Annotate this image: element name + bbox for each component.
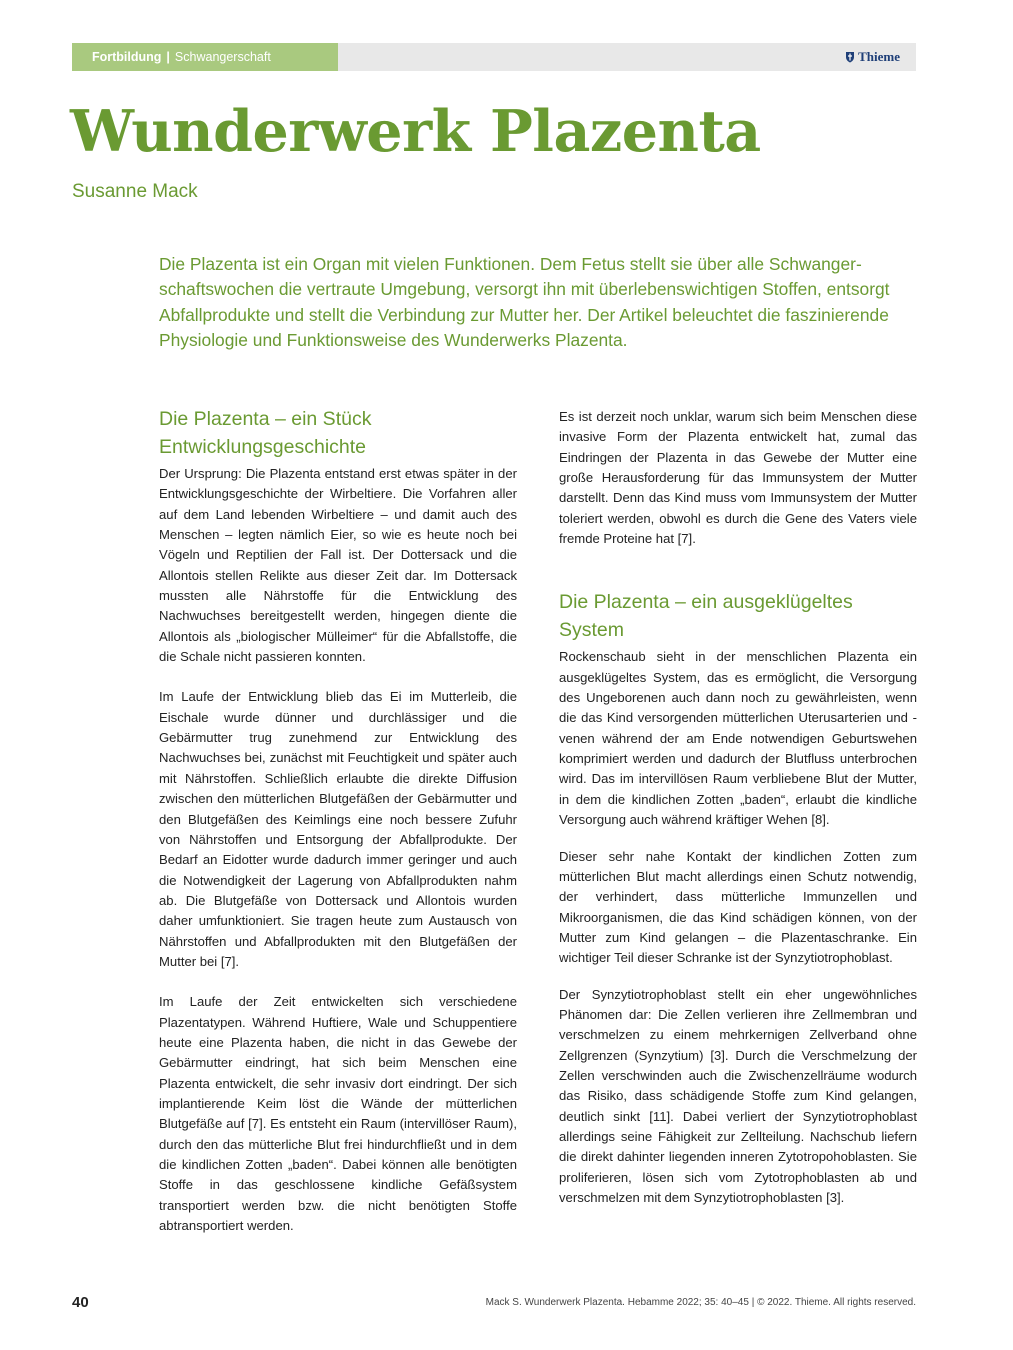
section-name: Fortbildung <box>92 50 162 64</box>
article-abstract: Die Plazenta ist ein Organ mit vielen Funktionen. Dem Fetus stellt sie über alle Schwangerschaftswochen die vertraute Umgebung, versorgt ihn mit überlebenswichtigen Stoffen, entsorgt Abfallprodukte und stellt die Verbindung zur Mutter her. Der Artikel beleuchtet die faszinierende Physiologie und Funktionsweise des Wunderwerks Plazenta. <box>159 254 890 350</box>
section-heading-system: Die Plazenta – ein ausgeklügeltes System <box>559 591 853 641</box>
body-paragraph: Im Laufe der Zeit entwickelten sich verschiedene Plazentatypen. Während Huftiere, Wale und Schuppentiere heute eine Plazenta haben, die nicht in das Gewebe der Gebärmutter eindringt, hat sich beim Menschen eine Plazenta entwickelt, die sehr invasiv dort eindringt. Der sich implantierende Keim löst die Wände der mütterlichen Blutgefäße auf [7]. Es entsteht ein Raum (intervillöser Raum), durch den das mütterliche Blut frei hindurchfließt und in dem die kindlichen Zotten „baden“. Dabei können alle benötigten Stoffe in das geschlossene kindliche Gefäßsystem transportiert werden bzw. die nicht benötigten Stoffe abtransportiert werden. <box>159 994 517 1234</box>
left-column <box>159 406 517 1236</box>
body-paragraph: Der Synzytiotrophoblast stellt ein eher ungewöhnliches Phänomen dar: Die Zellen verlieren ihre Zellmembran und verschmelzen zu einem mehrkernigen Zellverband ohne Zellgrenzen (Synzytium) [3]. Durch die Verschmelzung der Zellen verschwinden auch die Zwischenzellräume wodurch das Risiko, dass schädigende Stoffe zum Kind gelangen, deutlich sinkt [11]. Dabei verliert der Synzytiotrophoblast allerdings seine Fähigkeit zur Zellteilung. Nachschub liefern die direkt dahinter liegenden inneren Zytotropohoblasten. Sie proliferieren, lösen sich vom Zytotrophoblasten ab und verschmelzen mit dem Synzytiotrophoblasten [3]. <box>559 986 917 1205</box>
journal-header-bar <box>72 43 916 71</box>
subsection-name: Schwangerschaft <box>174 50 271 64</box>
body-paragraph: Der Ursprung: Die Plazenta entstand erst etwas später in der Entwicklungsgeschichte der Wirbeltiere. Die Vorfahren aller auf dem Land lebenden Wirbeltiere – und damit auch des Menschen – legten nämlich Eier, so wie es heute noch bei Vögeln und Reptilien der Fall ist. Der Dottersack und die Allontois stellen Relikte aus dieser Zeit dar. Im Dottersack mussten alle Nährstoffe für die Entwicklung des Nachwuchses bereitgestellt werden, hingegen diente die Allontois als „biologischer Mülleimer“ für die Abfallstoffe, die die Schale nicht passieren konnten. <box>159 466 517 665</box>
article-author: Susanne Mack <box>72 181 198 202</box>
body-paragraph: Im Laufe der Entwicklung blieb das Ei im Mutterleib, die Eischale wurde dünner und durchlässiger und die Gebärmutter trug zunehmend zur Entwicklung des Nachwuchses bei, zunächst mit Feuchtigkeit und später auch mit Nährstoffen. Schließlich erlaubte die direkte Diffusion zwischen den mütterlichen Blutgefäßen der Gebärmutter und den Blutgefäßen des Keimlings eine noch bessere Zufuhr von Nährstoffen und Entsorgung der Abfallprodukte. Der Bedarf an Eidotter wurde dadurch immer geringer und auch die Notwendigkeit der Lagerung von Abfallprodukten nahm ab. Die Blutgefäße von Dottersack und Allontois wurden daher umfunktioniert. Sie tragen heute zum Austausch von Nährstoffen und Abfallprodukten mit den Blutgefäßen der Mutter bei [7]. <box>159 689 517 969</box>
section-label <box>72 43 338 71</box>
body-paragraph: Es ist derzeit noch unklar, warum sich beim Menschen diese invasive Form der Plazenta entwickelt hat, zumal das Eindringen der Plazenta in das Gewebe der Mutter eine große Herausforderung für das Immunsystem der Mutter darstellt. Denn das Kind muss vom Immunsystem der Mutter toleriert werden, obwohl es durch die Gene des Vaters viele fremde Proteine hat [7]. <box>559 409 917 547</box>
thieme-shield-icon <box>845 51 855 63</box>
body-paragraph: Rockenschaub sieht in der menschlichen Plazenta ein ausgeklügeltes System, das es ermöglicht, die Versorgung des Ungeborenen auch dann noch zu gewährleisten, wenn die das Kind versorgenden mütterlichen Uterusarterien und -venen während der am Ende notwendigen Geburtswehen komprimiert werden und dadurch der Blutfluss unterbrochen wird. Das im intervillösen Raum verbliebene Blut der Mutter, in dem die kindlichen Zotten „baden“, erlaubt die kindliche Versorgung auch während kräftiger Wehen [8]. <box>559 649 917 828</box>
article-title: Wunderwerk Plazenta <box>70 98 761 165</box>
publisher-name: Thieme <box>858 49 900 64</box>
section-separator: | <box>166 50 170 64</box>
section-heading-history: Die Plazenta – ein Stück Entwicklungsgeschichte <box>159 408 372 458</box>
right-column <box>559 406 917 1208</box>
body-paragraph: Dieser sehr nahe Kontakt der kindlichen Zotten zum mütterlichen Blut macht allerdings einen Schutz notwendig, der verhindert, dass mütterliche Immunzellen und Mikroorganismen, die das Kind schädigen können, von der Mutter zum Kind gelangen – die Plazentaschranke. Ein wichtiger Teil dieser Schranke ist der Synzytiotrophoblast. <box>559 848 917 966</box>
publisher-logo <box>845 43 900 71</box>
footer-citation: Mack S. Wunderwerk Plazenta. Hebamme 2022; 35: 40–45 | © 2022. Thieme. All rights reserved. <box>485 1297 916 1308</box>
page-number: 40 <box>72 1294 89 1311</box>
